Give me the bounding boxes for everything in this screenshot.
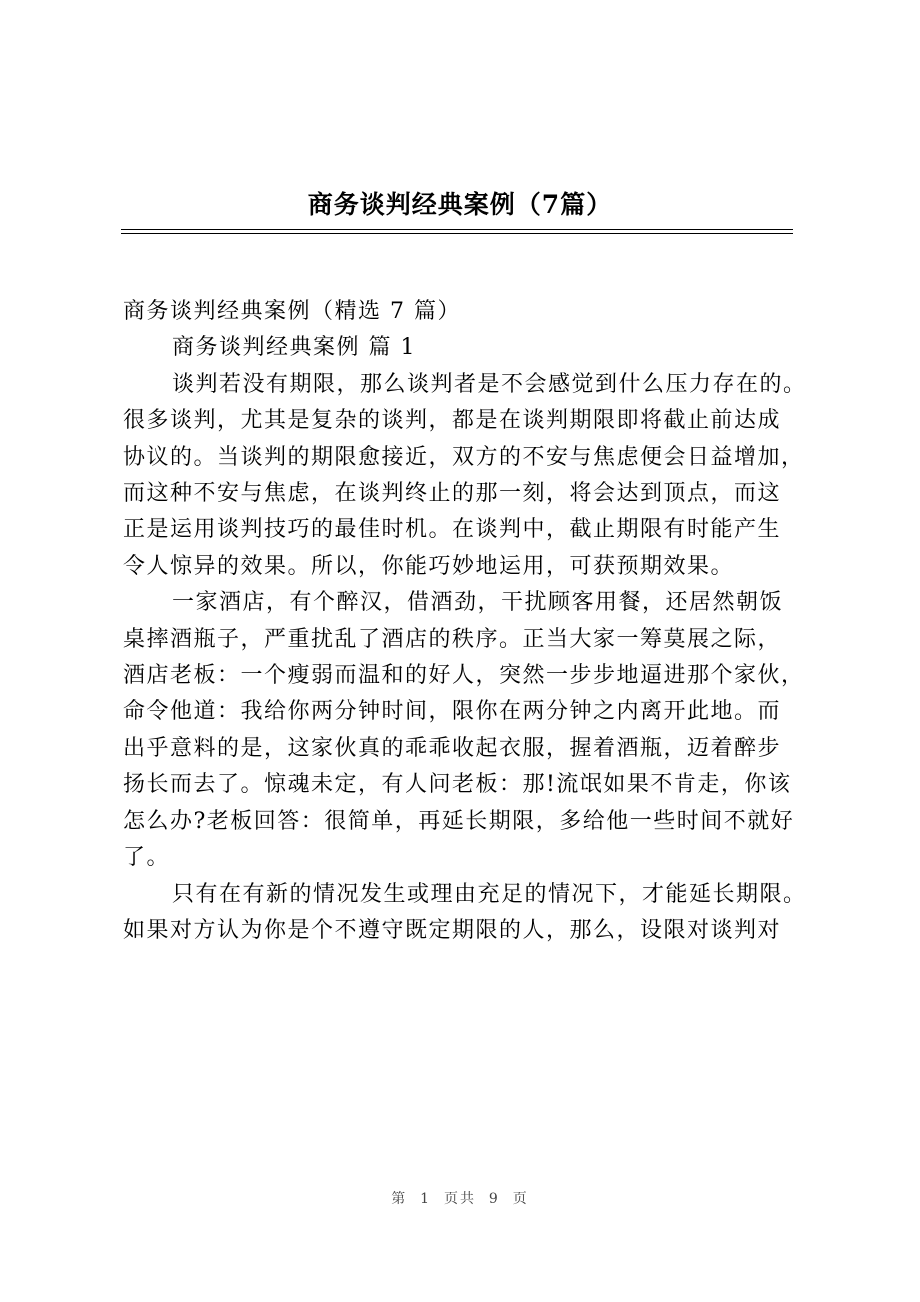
text-line: 很多谈判，尤其是复杂的谈判，都是在谈判期限即将截止前达成: [123, 408, 782, 434]
text-line: 如果对方认为你是个不遵守既定期限的人，那么，设限对谈判对: [123, 917, 782, 943]
text-line: 出乎意料的是，这家伙真的乖乖收起衣服，握着酒瓶，迈着醉步: [123, 735, 782, 761]
page-number-footer: 第 1 页共 9 页: [391, 1191, 529, 1207]
title-divider-bottom: [121, 233, 793, 234]
text-line: 命令他道：我给你两分钟时间，限你在两分钟之内离开此地。而: [123, 699, 782, 725]
text-line: 一家酒店，有个醉汉，借酒劲，干扰顾客用餐，还居然朝饭: [172, 590, 784, 616]
text-line: 了。: [123, 845, 171, 871]
text-line: 只有在有新的情况发生或理由充足的情况下，才能延长期限。: [172, 881, 807, 907]
text-line: 令人惊异的效果。所以，你能巧妙地运用，可获预期效果。: [123, 553, 735, 579]
text-line: 正是运用谈判技巧的最佳时机。在谈判中，截止期限有时能产生: [123, 517, 782, 543]
text-line: 而这种不安与焦虑，在谈判终止的那一刻，将会达到顶点，而这: [123, 481, 782, 507]
section-heading: 商务谈判经典案例 篇 1: [172, 335, 416, 361]
title-divider-top: [121, 229, 793, 230]
text-line: 桌摔酒瓶子，严重扰乱了酒店的秩序。正当大家一筹莫展之际，: [123, 626, 782, 652]
paragraph-2: [123, 585, 803, 876]
text-line: 酒店老板：一个瘦弱而温和的好人，突然一步步地逼进那个家伙，: [123, 663, 805, 689]
page-title: 商务谈判经典案例（7篇）: [307, 190, 613, 219]
text-line: 谈判若没有期限，那么谈判者是不会感觉到什么压力存在的。: [172, 371, 807, 397]
document-body: [123, 294, 807, 949]
paragraph-1: [123, 367, 807, 585]
paragraph-3: [123, 877, 807, 950]
text-line: 扬长而去了。惊魂未定，有人问老板：那!流氓如果不肯走，你该: [123, 772, 792, 798]
text-line: 怎么办?老板回答：很简单，再延长期限，多给他一些时间不就好: [123, 808, 795, 834]
text-line: 协议的。当谈判的期限愈接近，双方的不安与焦虑便会日益增加，: [123, 444, 805, 470]
document-subtitle: 商务谈判经典案例（精选 7 篇）: [123, 299, 461, 324]
